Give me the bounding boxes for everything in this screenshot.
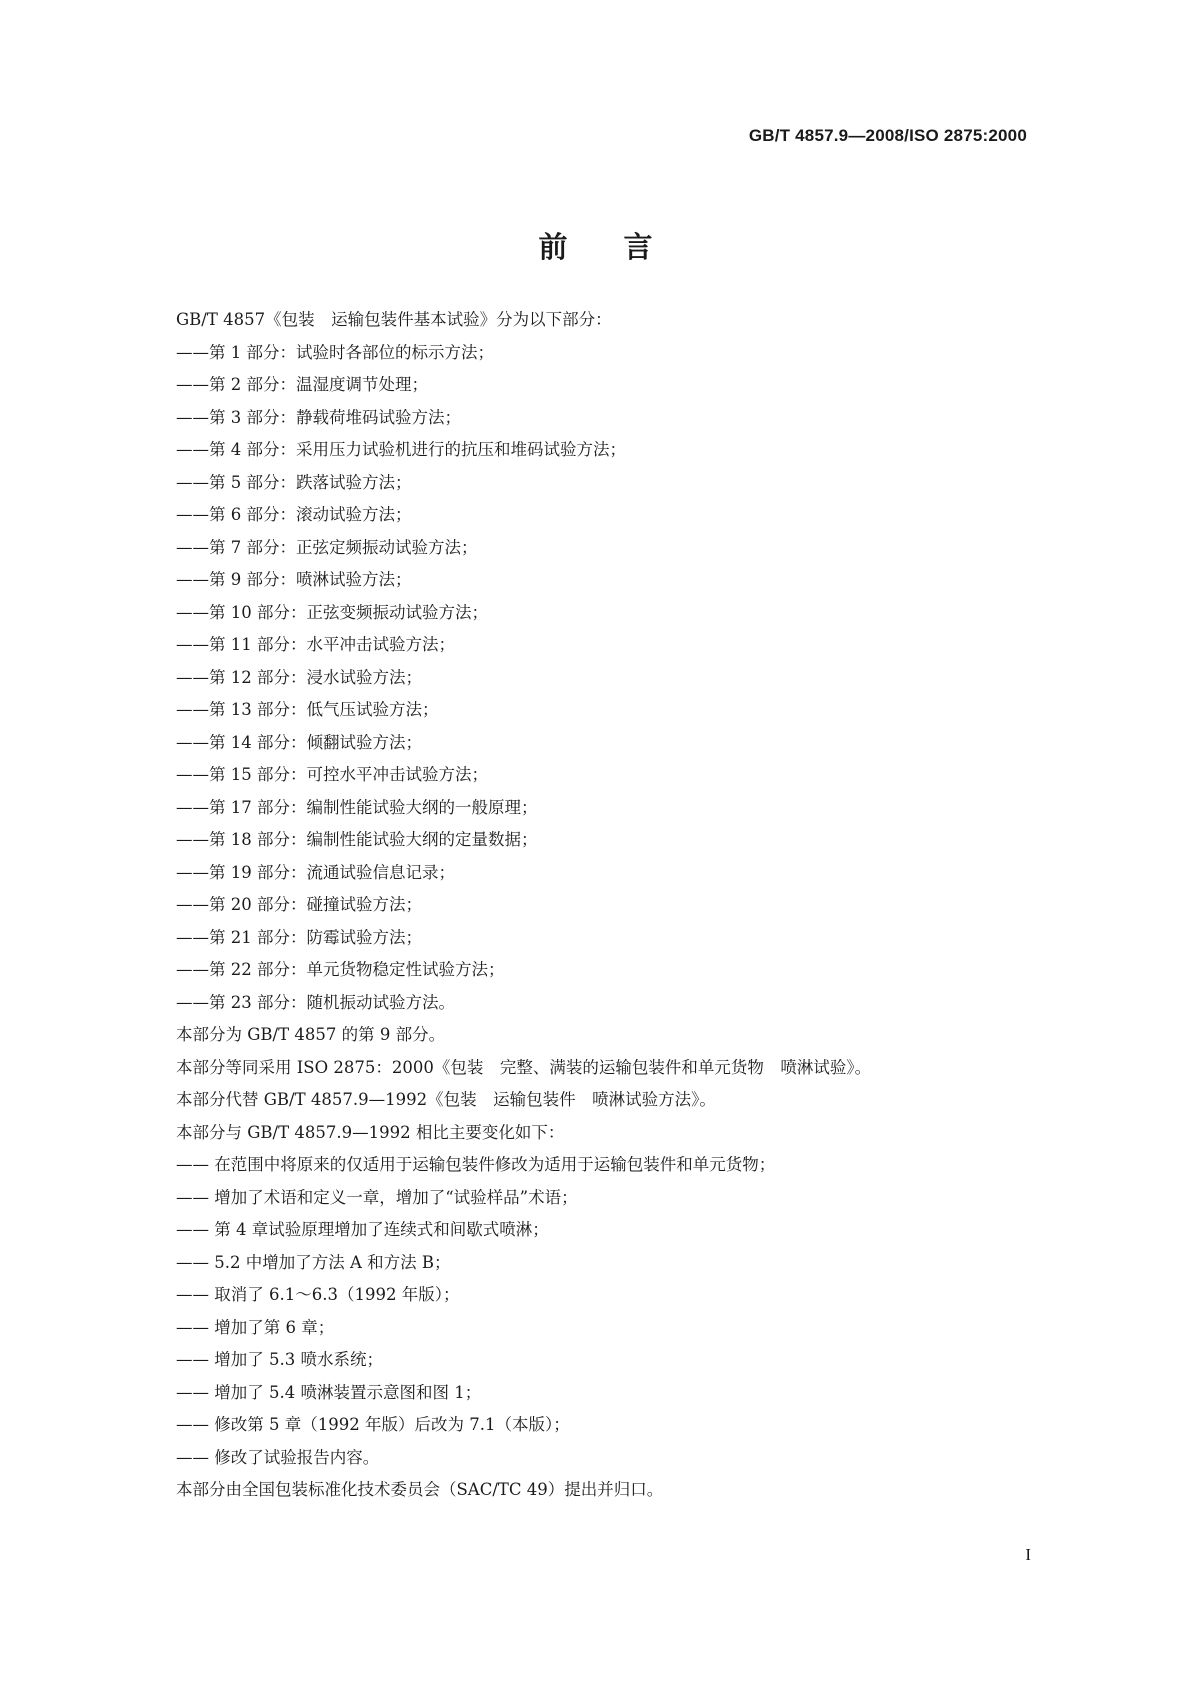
list-item: ——第 22 部分：单元货物稳定性试验方法； xyxy=(176,960,505,979)
statements xyxy=(176,1019,1041,1149)
list-item: —— 第 4 章试验原理增加了连续式和间歇式喷淋； xyxy=(176,1220,549,1239)
list-item: ——第 17 部分：编制性能试验大纲的一般原理； xyxy=(176,797,538,817)
list-item: ——第 2 部分：温湿度调节处理； xyxy=(176,375,428,394)
list-item: —— 在范围中将原来的仅适用于运输包装件修改为适用于运输包装件和单元货物； xyxy=(176,1155,776,1174)
page-number: I xyxy=(1025,1545,1031,1564)
list-item: —— 增加了第 6 章； xyxy=(176,1317,335,1337)
list-item: ——第 12 部分：浸水试验方法； xyxy=(176,667,422,687)
list-item: —— 取消了 6.1～6.3（1992 年版）； xyxy=(176,1285,460,1304)
list-item: ——第 5 部分：跌落试验方法； xyxy=(176,472,412,492)
list-item: ——第 1 部分：试验时各部位的标示方法； xyxy=(176,342,494,362)
list-item: —— 增加了术语和定义一章，增加了“试验样品”术语； xyxy=(176,1187,578,1207)
list-item: ——第 3 部分：静载荷堆码试验方法； xyxy=(176,407,461,427)
list-item: —— 5.2 中增加了方法 A 和方法 B； xyxy=(176,1252,451,1272)
list-item: ——第 15 部分：可控水平冲击试验方法； xyxy=(176,765,488,784)
statement-line: 本部分等同采用 ISO 2875：2000《包装 完整、满装的运输包装件和单元货物 喷淋试验》。 xyxy=(176,1057,872,1077)
list-item: —— 修改第 5 章（1992 年版）后改为 7.1（本版）； xyxy=(176,1415,570,1434)
intro-line: GB/T 4857《包装 运输包装件基本试验》分为以下部分： xyxy=(176,310,612,329)
list-item: ——第 11 部分：水平冲击试验方法； xyxy=(176,635,455,654)
list-item: ——第 10 部分：正弦变频振动试验方法； xyxy=(176,602,488,622)
changes-list xyxy=(176,1149,1041,1474)
list-item: ——第 7 部分：正弦定频振动试验方法； xyxy=(176,537,478,557)
statement-line: 本部分代替 GB/T 4857.9—1992《包装 运输包装件 喷淋试验方法》。 xyxy=(176,1090,716,1109)
list-item: ——第 4 部分：采用压力试验机进行的抗压和堆码试验方法； xyxy=(176,440,626,459)
statement-line: 本部分为 GB/T 4857 的第 9 部分。 xyxy=(176,1025,446,1044)
list-item: ——第 13 部分：低气压试验方法； xyxy=(176,700,439,719)
list-item: ——第 18 部分：编制性能试验大纲的定量数据； xyxy=(176,830,538,849)
list-item: ——第 20 部分：碰撞试验方法； xyxy=(176,895,422,914)
list-item: ——第 19 部分：流通试验信息记录； xyxy=(176,862,455,882)
standard-code: GB/T 4857.9—2008/ISO 2875:2000 xyxy=(748,126,1027,145)
list-item: ——第 9 部分：喷淋试验方法； xyxy=(176,570,412,589)
list-item: ——第 14 部分：倾翻试验方法； xyxy=(176,732,422,752)
list-item: ——第 6 部分：滚动试验方法； xyxy=(176,505,412,524)
parts-list xyxy=(176,337,1041,1020)
list-item: ——第 23 部分：随机振动试验方法。 xyxy=(176,992,455,1012)
foreword-body xyxy=(176,304,1041,1507)
statement-line: 本部分与 GB/T 4857.9—1992 相比主要变化如下： xyxy=(176,1122,565,1142)
page-title: 前言 xyxy=(538,230,709,264)
closing-line: 本部分由全国包装标准化技术委员会（SAC/TC 49）提出并归口。 xyxy=(176,1480,664,1499)
list-item: —— 增加了 5.4 喷淋装置示意图和图 1； xyxy=(176,1382,482,1402)
list-item: —— 修改了试验报告内容。 xyxy=(176,1447,380,1467)
list-item: ——第 21 部分：防霉试验方法； xyxy=(176,927,422,947)
list-item: —— 增加了 5.3 喷水系统； xyxy=(176,1350,383,1369)
